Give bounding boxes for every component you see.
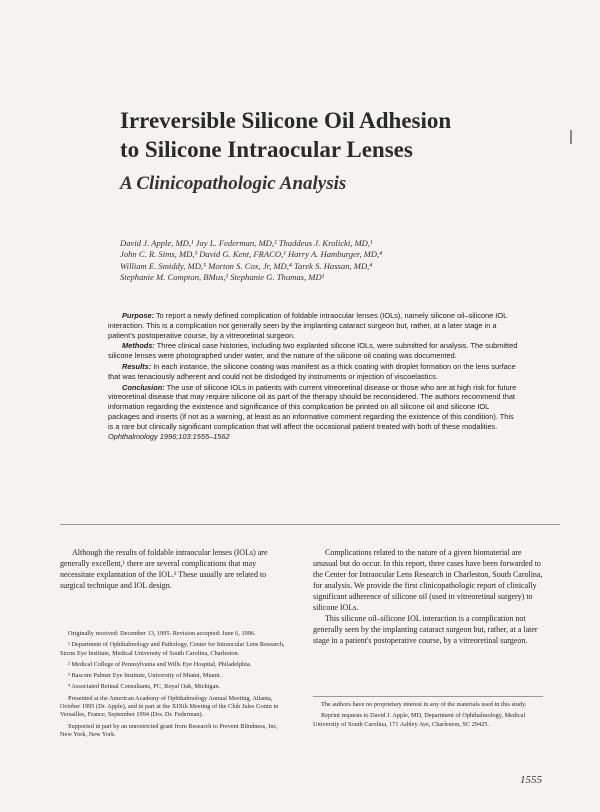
- body-paragraph: Although the results of foldable intraocular lenses (IOLs) are generally excellent,¹ there are several complications that may necessitate explantation of the IOL.² These usually are related to surgical technique and IOL design.: [60, 548, 268, 590]
- conclusion-text: The use of silicone IOLs in patients with current vitreoretinal disease or those who are at high risk for future vitreoretinal disease that may require silicone oil as part of the therapy should be reconsidered. The authors recommend that information regarding the existence and significance of this complication be printed on all silicone oil and silicone IOL packages and inserts (if not as a warning, at least as an informative comment regarding the existence of this condition). This is a rare but clinically significant complication that will affect the occasional patient treated with both of these modalities.: [108, 382, 517, 431]
- results-text: In each instance, the silicone coating was manifest as a thick coating with droplet formation on the lens surface that was tenaciously adherent and could not be dislodged by instruments or injection of viscoelastics.: [108, 361, 516, 381]
- abstract: [108, 311, 520, 442]
- article-title: [120, 106, 560, 164]
- author-line: Stephanie M. Compton, BMus,¹ Stephanie G. Thomas, MD¹: [120, 272, 325, 283]
- body-column-left: [60, 547, 290, 591]
- footnote: Presented at the American Academy of Ophthalmology Annual Meeting, Atlanta, October 1995 (Dr. Apple), and in part at the XIXth Meeting of the Club Jules Gonin in Versailles, France, September 1994 (Drs. Dr. Federman).: [60, 694, 279, 719]
- author-line: William E. Smiddy, MD,⁵ Morton S. Cox, Jr, MD,⁴ Tarek S. Hassan, MD,⁴: [120, 260, 373, 271]
- footnote: Originally received: December 13, 1995. Revision accepted: June 6, 1996.: [68, 630, 256, 637]
- body-column-right: [313, 547, 543, 646]
- article-subtitle: A Clinicopathologic Analysis: [120, 173, 347, 194]
- body-paragraph: This silicone oil–silicone IOL interaction is a complication not generally seen by the implanting cataract surgeon but, rather, at a later stage in a patient's postoperative course, by a vitreoretinal surgeon.: [313, 614, 538, 645]
- title-line-2: to Silicone Intraocular Lenses: [120, 137, 413, 162]
- purpose-label: Purpose:: [122, 311, 155, 320]
- footnote: ³ Bascom Palmer Eye Institute, University of Miami, Miami.: [68, 672, 222, 680]
- purpose-text: To report a newly defined complication of foldable intraocular lenses (IOLs), namely silicone oil–silicone IOL interaction. This is a complication not generally seen by the implanting cataract surgeon but, rather, at a later stage in a patient's postoperative course, by a vitreoretinal surgeon.: [108, 311, 507, 340]
- conclusion-label: Conclusion:: [122, 382, 165, 392]
- author-line: David J. Apple, MD,¹ Jay L. Federman, MD,² Thaddeus J. Krolicki, MD,¹: [120, 238, 373, 248]
- title-line-1: Irreversible Silicone Oil Adhesion: [120, 108, 452, 133]
- author-line: John C. R. Sims, MD,³ David G. Kent, FRACO,¹ Harry A. Hamburger, MD,⁴: [120, 249, 383, 260]
- journal-citation: Ophthalmology 1996;103:1555–1562: [108, 431, 230, 441]
- abstract-methods: [108, 341, 520, 361]
- footnotes-right: [313, 696, 543, 732]
- page-number: 1555: [520, 774, 542, 786]
- footnote: ¹ Department of Ophthalmology and Pathology, Center for Intraocular Lens Research, Storm Eye Institute, Medical University of South Carolina, Charleston.: [60, 641, 285, 657]
- footnote: The authors have no proprietary interest in any of the materials used in this study.: [321, 701, 527, 708]
- margin-mark: [570, 130, 572, 144]
- results-label: Results:: [122, 361, 152, 371]
- body-paragraph: Complications related to the nature of a given biomaterial are unusual but do occur. In this report, three cases have been forwarded to the Center for Intraocular Lens Research in Charleston, South Carolina, for analysis. We provide the first clinicopathologic report of clinically significant adherence of silicone oil (used in vitreoretinal surgery) to silicone IOLs.: [313, 548, 543, 612]
- section-divider: [60, 524, 560, 525]
- footnotes-left: [60, 630, 290, 742]
- methods-label: Methods:: [122, 341, 155, 351]
- abstract-results: [108, 362, 520, 382]
- abstract-purpose: [108, 311, 520, 340]
- methods-text: Three clinical case histories, including two explanted silicone IOLs, were submitted for analysis. The submitted silicone lenses were photographed under water, and the nature of the silicone oil coating was documented.: [108, 341, 518, 361]
- footnote: ⁴ Associated Retinal Consultants, PC, Royal Oak, Michigan.: [68, 683, 221, 691]
- abstract-conclusion: [108, 383, 520, 442]
- author-list: [120, 238, 520, 284]
- footnote: ² Medical College of Pennsylvania and Wills Eye Hospital, Philadelphia.: [68, 660, 252, 668]
- footnote: Reprint requests to David J. Apple, MD, Department of Ophthalmology, Medical University of South Carolina, 171 Ashley Ave, Charleston, SC 29425.: [313, 712, 526, 728]
- footnote: Supported in part by an unrestricted grant from Research to Prevent Blindness, Inc, New York, New York.: [60, 722, 278, 738]
